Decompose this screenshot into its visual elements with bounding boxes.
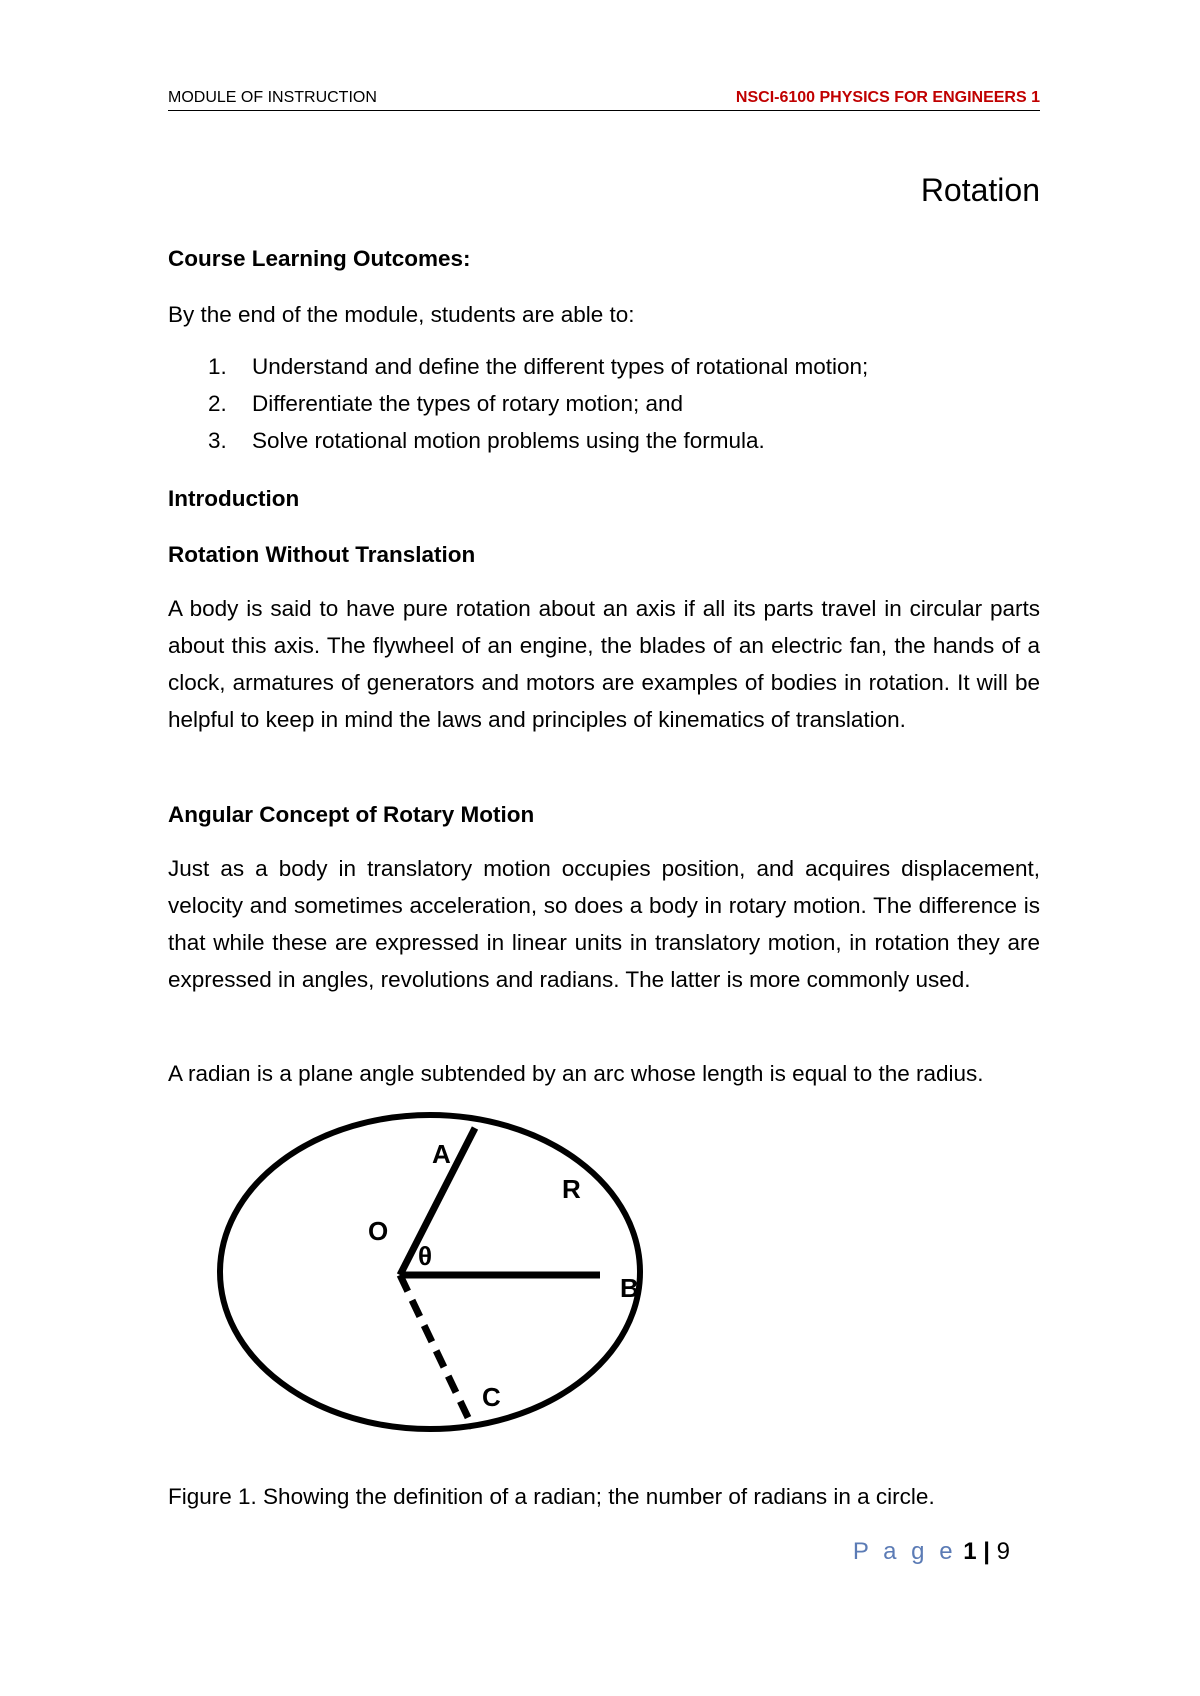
list-item-number: 3. — [208, 428, 227, 453]
introduction-heading: Introduction — [168, 486, 300, 511]
label-o: O — [368, 1216, 389, 1246]
list-item-number: 2. — [208, 391, 227, 416]
paragraph-angular-concept: Just as a body in translatory motion occupies position, and acquires displacement, velocity and sometimes acceleration, so does a body in rotary motion. The difference is that while these are expressed in linear units in translatory motion, in rotation they are expressed in angles, revolutions and radians. The latter is more commonly used. — [168, 856, 1040, 992]
list-item-text: Understand and define the different types of rotational motion; — [252, 354, 869, 379]
page-number: 1 — [963, 1538, 977, 1565]
list-item-number: 1. — [208, 354, 227, 379]
page-footer — [853, 1538, 1010, 1566]
label-b: B — [620, 1273, 639, 1303]
outcomes-intro: By the end of the module, students are able to: — [168, 302, 635, 327]
list-item-text: Differentiate the types of rotary motion; and — [252, 391, 684, 416]
radian-diagram — [160, 1100, 680, 1460]
section-heading-angular-concept: Angular Concept of Rotary Motion — [168, 802, 535, 827]
header-course-code: NSCI-6100 PHYSICS FOR ENGINEERS 1 — [735, 89, 1040, 106]
label-r: R — [562, 1174, 581, 1204]
list-item-text: Solve rotational motion problems using the formula. — [252, 428, 765, 453]
figure-caption: Figure 1. Showing the definition of a radian; the number of radians in a circle. — [168, 1484, 935, 1509]
list-item — [208, 422, 1040, 459]
header-module-label: MODULE OF INSTRUCTION — [168, 89, 377, 106]
outcomes-list — [208, 348, 1040, 459]
page-separator: | — [983, 1538, 990, 1565]
paragraph-pure-rotation: A body is said to have pure rotation about an axis if all its parts travel in circular parts about this axis. The flywheel of an engine, the blades of an electric fan, the hands of a clock, armatures of generators and motors are examples of bodies in rotation. It will be helpful to keep in mind the laws and principles of kinematics of translation. — [168, 596, 1040, 732]
label-a: A — [432, 1139, 451, 1169]
page-title: Rotation — [920, 172, 1040, 208]
list-item — [208, 348, 1040, 385]
radian-figure — [160, 1100, 680, 1460]
label-theta: θ — [418, 1241, 433, 1271]
section-heading-rotation-without-translation: Rotation Without Translation — [168, 542, 476, 567]
page-header — [168, 86, 1040, 111]
total-pages: 9 — [996, 1538, 1010, 1565]
radius-line-oc-dashed — [400, 1275, 473, 1428]
label-c: C — [482, 1382, 501, 1412]
outcomes-heading: Course Learning Outcomes: — [168, 246, 471, 271]
list-item — [208, 385, 1040, 422]
page-word: P a g e — [852, 1538, 957, 1565]
paragraph-radian-definition: A radian is a plane angle subtended by an arc whose length is equal to the radius. — [168, 1061, 984, 1086]
